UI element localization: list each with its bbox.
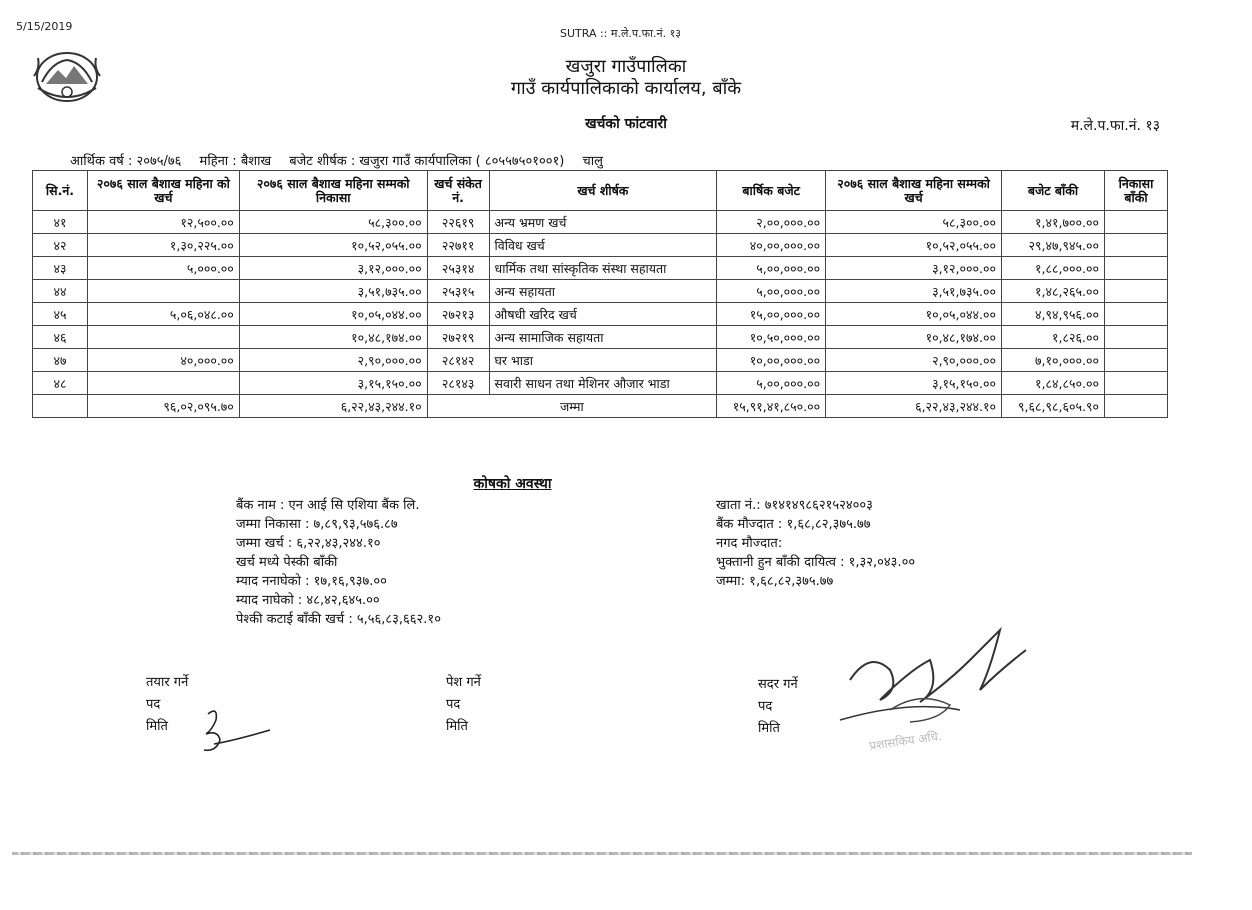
cell-code: २५३१५ xyxy=(427,280,489,303)
office-name: गाउँ कार्यपालिकाको कार्यालय, बाँके xyxy=(510,78,742,99)
cell-release: ३,५१,७३५.०० xyxy=(239,280,427,303)
report-meta xyxy=(70,151,617,169)
cell-code: २५३१४ xyxy=(427,257,489,280)
cell-release-remaining xyxy=(1104,349,1167,372)
cell-title: अन्य भ्रमण खर्च xyxy=(489,211,717,234)
cell-annual-budget: ४०,००,०००.०० xyxy=(717,234,826,257)
cell-annual-budget: ५,००,०००.०० xyxy=(717,257,826,280)
account-number: खाता नं.: ७१४१४९८६२१५२४००३ xyxy=(716,498,873,513)
signature-prepared xyxy=(146,672,188,738)
cell-month-expense: ५,०००.०० xyxy=(87,257,239,280)
prepared-label: तयार गर्ने xyxy=(146,675,189,690)
total-release: ६,२२,४३,२४४.१० xyxy=(239,395,427,418)
table-row xyxy=(33,211,1168,234)
cell-month-expense xyxy=(87,280,239,303)
total-label: जम्मा xyxy=(427,395,717,418)
post-label: पद xyxy=(446,697,461,712)
status: चालु xyxy=(582,154,603,169)
cell-sn: ४२ xyxy=(33,234,88,257)
table-row xyxy=(33,257,1168,280)
cell-sn: ४८ xyxy=(33,372,88,395)
cell-release-remaining xyxy=(1104,303,1167,326)
advance-deducted-line: पेश्की कटाई बाँकी खर्च : ५,५६,८३,६६२.१० xyxy=(236,612,441,627)
cell-release: १०,५२,०५५.०० xyxy=(239,234,427,257)
expired-line: म्याद नाघेको : ४८,४२,६४५.०० xyxy=(236,593,380,608)
month: महिना : बैशाख xyxy=(199,154,272,169)
cell-sn: ४३ xyxy=(33,257,88,280)
approved-label: सदर गर्ने xyxy=(758,677,798,692)
cell-title: अन्य सहायता xyxy=(489,280,717,303)
cell-annual-budget: ५,००,०००.०० xyxy=(717,280,826,303)
col-header: बजेट बाँकी xyxy=(1001,171,1104,211)
cell-expense-to-date: ३,१५,१५०.०० xyxy=(826,372,1002,395)
table-row xyxy=(33,326,1168,349)
table-header-row xyxy=(33,171,1168,211)
col-header: सि.नं. xyxy=(33,171,88,211)
print-date: 5/15/2019 xyxy=(16,20,73,33)
total-expense-line: जम्मा खर्च : ६,२२,४३,२४४.१० xyxy=(236,536,381,551)
cell-code: २८१४२ xyxy=(427,349,489,372)
cell-month-expense: १,३०,२२५.०० xyxy=(87,234,239,257)
signature-stamp-icon xyxy=(830,610,1040,760)
cell-month-expense: ४०,०००.०० xyxy=(87,349,239,372)
report-title: खर्चको फांटवारी xyxy=(585,116,667,132)
cell-annual-budget: १०,५०,०००.०० xyxy=(717,326,826,349)
cell-title: अन्य सामाजिक सहायता xyxy=(489,326,717,349)
total-expense-to-date: ६,२२,४३,२४४.१० xyxy=(826,395,1002,418)
cell-expense-to-date: १०,५२,०५५.०० xyxy=(826,234,1002,257)
cell-sn: ४४ xyxy=(33,280,88,303)
cell-release: २,९०,०००.०० xyxy=(239,349,427,372)
cell-release-remaining xyxy=(1104,372,1167,395)
post-label: पद xyxy=(758,699,773,714)
cell-budget-remaining: २९,४७,९४५.०० xyxy=(1001,234,1104,257)
cell-release: ५८,३००.०० xyxy=(239,211,427,234)
cell-budget-remaining: १,४८,२६५.०० xyxy=(1001,280,1104,303)
cell-code: २८१४३ xyxy=(427,372,489,395)
cell-expense-to-date: ३,५१,७३५.०० xyxy=(826,280,1002,303)
total-release-line: जम्मा निकासा : ७,८९,९३,५७६.८७ xyxy=(236,517,398,532)
sutra-label: SUTRA :: म.ले.प.फा.नं. १३ xyxy=(560,27,682,40)
table-total-row xyxy=(33,395,1168,418)
table-row xyxy=(33,280,1168,303)
cell-annual-budget: १०,००,०००.०० xyxy=(717,349,826,372)
cell-sn: ४६ xyxy=(33,326,88,349)
col-header: २०७६ साल बैशाख महिना सम्मको खर्च xyxy=(826,171,1002,211)
cell-release-remaining xyxy=(1104,280,1167,303)
table-row xyxy=(33,234,1168,257)
payable-liability: भुक्तानी हुन बाँकी दायित्व : १,३२,०४३.०० xyxy=(716,555,916,570)
date-label: मिति xyxy=(146,719,168,734)
fiscal-year: आर्थिक वर्ष : २०७५/७६ xyxy=(70,154,182,169)
cell-release: ३,१२,०००.०० xyxy=(239,257,427,280)
cell-sn: ४१ xyxy=(33,211,88,234)
col-header: खर्च शीर्षक xyxy=(489,171,717,211)
cell-release-remaining xyxy=(1104,257,1167,280)
cell-release-remaining xyxy=(1104,326,1167,349)
col-header: बार्षिक बजेट xyxy=(717,171,826,211)
date-label: मिति xyxy=(758,721,780,736)
fund-status-left xyxy=(236,496,441,629)
total-month-expense: ९६,०२,०९५.७० xyxy=(87,395,239,418)
cell-title: औषधी खरिद खर्च xyxy=(489,303,717,326)
cell-release-remaining xyxy=(1104,234,1167,257)
total-release-remaining xyxy=(1104,395,1167,418)
organization-name: खजुरा गाउँपालिका xyxy=(565,56,687,77)
cell-budget-remaining: १,८२६.०० xyxy=(1001,326,1104,349)
cell-budget-remaining: १,८८,०००.०० xyxy=(1001,257,1104,280)
submitted-label: पेश गर्ने xyxy=(446,675,481,690)
budget-head: बजेट शीर्षक : खजुरा गाउँ कार्यपालिका ( ८०५५७५०१००१) xyxy=(289,154,565,169)
cell-total-blank xyxy=(33,395,88,418)
not-expired-line: म्याद ननाघेको : १७,१६,९३७.०० xyxy=(236,574,387,589)
cell-expense-to-date: १०,०५,०४४.०० xyxy=(826,303,1002,326)
cell-title: धार्मिक तथा सांस्कृतिक संस्था सहायता xyxy=(489,257,717,280)
cell-annual-budget: १५,००,०००.०० xyxy=(717,303,826,326)
cell-release-remaining xyxy=(1104,211,1167,234)
cell-code: २२६१९ xyxy=(427,211,489,234)
fund-status-right xyxy=(716,496,915,591)
cell-month-expense xyxy=(87,326,239,349)
cell-sn: ४७ xyxy=(33,349,88,372)
cell-expense-to-date: ५८,३००.०० xyxy=(826,211,1002,234)
total-annual-budget: १५,९१,४१,८५०.०० xyxy=(717,395,826,418)
cell-code: २२७११ xyxy=(427,234,489,257)
cell-expense-to-date: १०,४८,१७४.०० xyxy=(826,326,1002,349)
bank-name: बैंक नाम : एन आई सि एशिया बैंक लि. xyxy=(236,498,420,513)
col-header: २०७६ साल बैशाख महिना सम्मको निकासा xyxy=(239,171,427,211)
cell-budget-remaining: ७,१०,०००.०० xyxy=(1001,349,1104,372)
form-number: म.ले.प.फा.नं. १३ xyxy=(1070,118,1160,134)
table-row xyxy=(33,372,1168,395)
cell-month-expense: १२,५००.०० xyxy=(87,211,239,234)
advance-left-line: खर्च मध्ये पेस्की बाँकी xyxy=(236,555,338,570)
fund-status-title: कोषको अवस्था xyxy=(473,476,552,492)
table-row xyxy=(33,303,1168,326)
cell-budget-remaining: १,८४,८५०.०० xyxy=(1001,372,1104,395)
cell-budget-remaining: ४,९४,९५६.०० xyxy=(1001,303,1104,326)
cell-release: ३,१५,१५०.०० xyxy=(239,372,427,395)
expense-table xyxy=(32,170,1168,418)
cell-title: घर भाडा xyxy=(489,349,717,372)
cell-release: १०,०५,०४४.०० xyxy=(239,303,427,326)
scan-artifact xyxy=(12,852,1192,855)
cell-month-expense xyxy=(87,372,239,395)
cash-balance: नगद मौज्दात: xyxy=(716,536,783,551)
cell-title: विविध खर्च xyxy=(489,234,717,257)
post-label: पद xyxy=(146,697,161,712)
cell-budget-remaining: १,४१,७००.०० xyxy=(1001,211,1104,234)
cell-expense-to-date: ३,१२,०००.०० xyxy=(826,257,1002,280)
fund-total: जम्मा: १,६८,८२,३७५.७७ xyxy=(716,574,834,589)
total-budget-remaining: ९,६८,९८,६०५.९० xyxy=(1001,395,1104,418)
svg-text:प्रशासकिय अधि.: प्रशासकिय अधि. xyxy=(868,728,943,753)
cell-code: २७२१३ xyxy=(427,303,489,326)
cell-release: १०,४८,१७४.०० xyxy=(239,326,427,349)
col-header: खर्च संकेत नं. xyxy=(427,171,489,211)
cell-annual-budget: २,००,०००.०० xyxy=(717,211,826,234)
cell-month-expense: ५,०६,०४८.०० xyxy=(87,303,239,326)
cell-expense-to-date: २,९०,०००.०० xyxy=(826,349,1002,372)
cell-annual-budget: ५,००,०००.०० xyxy=(717,372,826,395)
signature-icon xyxy=(196,700,276,760)
cell-title: सवारी साधन तथा मेशिनर औजार भाडा xyxy=(489,372,717,395)
cell-code: २७२१९ xyxy=(427,326,489,349)
table-row xyxy=(33,349,1168,372)
col-header: २०७६ साल बैशाख महिना को खर्च xyxy=(87,171,239,211)
bank-balance: बैंक मौज्दात : १,६८,८२,३७५.७७ xyxy=(716,517,871,532)
signature-approved xyxy=(758,674,798,740)
cell-sn: ४५ xyxy=(33,303,88,326)
signature-submitted xyxy=(446,672,481,738)
date-label: मिति xyxy=(446,719,468,734)
col-header: निकासा बाँकी xyxy=(1104,171,1167,211)
